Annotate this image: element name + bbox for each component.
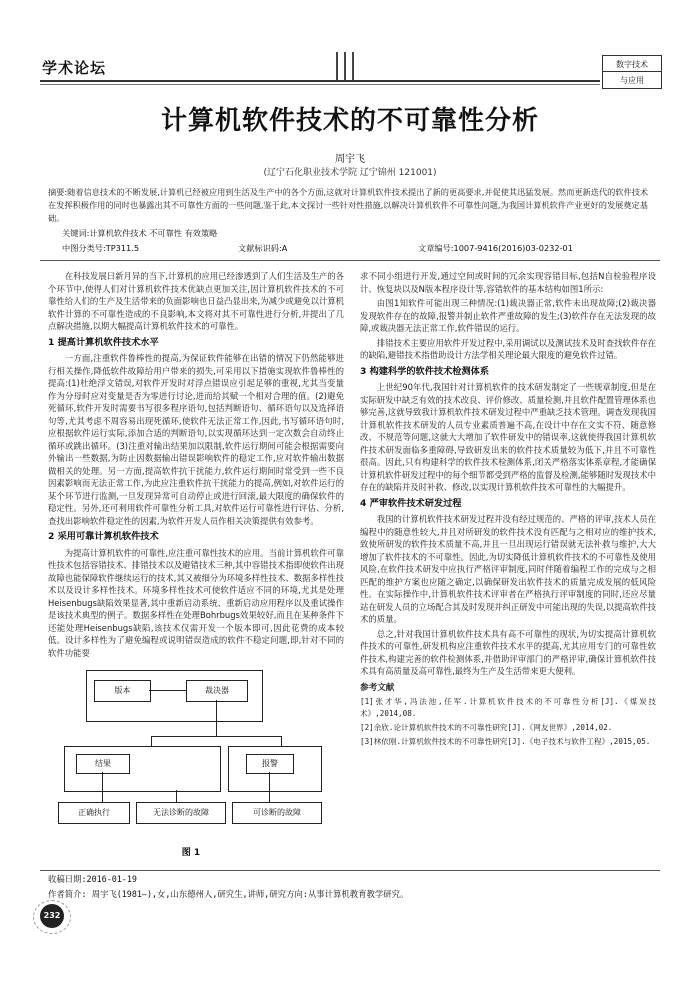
reference-2: [2]余欣.论计算机软件技术的不可靠性研究[J].《网友世界》,2014,02. — [360, 723, 613, 732]
connector-branch — [151, 736, 281, 737]
section-4-paragraph: 我国的计算机软件技术研发过程并没有经过规范的、严格的评审,技术人员在编程中的随意性较大,并且对所研发的软件技术没有匹配与之相对应的维护技术,致使所研发的软件技术质量不高,并且一旦出现运行错误就无法补救与维护,大大增加了软件技术的不可靠性。因此,为切实降低计算机软件技术的不可靠性及使用风险,在软件技术研发中应执行严格评审制度,同时伴随着编程工作的完成与之相匹配的维护方案也应随之确定,以确保研发出软件技术的质量完成发展的低风险性。在实际操作中,计算机软件技术评审者在严格执行评审制度的同时,还应尽量站在研发人员的立场配合其及时发现并纠正研发中可能出现的失误,以提高软件技术的质量。 — [360, 514, 656, 624]
received-date: 收稿日期:2016-01-19 — [48, 874, 137, 884]
document-code: 文献标识码:A — [238, 243, 288, 253]
journal-logo-line1: 数字技术 — [616, 60, 648, 69]
left-column — [48, 270, 344, 662]
figure-caption: 图 1 — [181, 848, 201, 858]
reference-3: [3]林依刚.计算机软件技术的不可靠性研究[J].《电子技术与软件工程》,2015,05. — [360, 737, 651, 746]
references-title: 参考文献 — [360, 682, 395, 693]
article-title: 计算机软件技术的不可靠性分析 — [160, 106, 539, 136]
article-number: 文章编号:1007-9416(2016)03-0232-01 — [418, 243, 573, 253]
version-box: 版本 — [94, 680, 151, 702]
connector-undiag — [176, 790, 177, 802]
section-heading-1: 1 提高计算机软件技术水平 — [48, 336, 159, 348]
right-column — [360, 270, 656, 866]
conclusion-paragraph: 总之,针对我国计算机软件技术具有高不可靠性的现状,为切实提高计算机软件技术的可靠性,研发机构应注重软件技术水平的提高,尤其应用专门的可靠性软件技术,构建完善的软件检测体系,并借助评审部门的严格评审,确保计算机软件技术具有高质量及高可靠性,最终为生产及生活带来更大便利。 — [360, 628, 656, 676]
header-rule-thin — [40, 84, 600, 85]
debug-technique-paragraph: 排错技术主要应用软件开发过程中,采用调试以及测试技术及时查找软件存在的缺陷,避错技术指借助设计方法学相关理论最大限度的避免软件过错。 — [360, 337, 656, 360]
section-2-paragraph: 为提高计算机软件的可靠性,应注重可靠性技术的应用。当前计算机软件可靠性技术包括容错技术、排错技术以及避错技术三种,其中容错技术指即使软件出现故障也能保障软件继续运行的技术,其又被细分为环境多样性技术、数据多样性技术以及设计多样性技术。环境多样性技术可使软件适应不同的环境,尤其是处理Heisenbugs缺陷效果显著,其中重新启动系统、重新启动应用程序以及重试操作是该技术典型的例子。数据多样性在处理Bohrbugs效果较好,而且在某种条件下还能处理Heisenbugs缺陷,该技术仅需开发一个版本即可,因此花费的成本较低。设计多样性为了避免编程或说明错误造成的软件不稳定问题,即,针对不同的软件功能要 — [48, 547, 344, 658]
connector-correct — [102, 772, 103, 802]
section-1-paragraph: 一方面,注重软件鲁棒性的提高,为保证软件能够在出错的情况下仍然能够进行相关操作,降低软件故障给用户带来的损失,可采用以下措施实现软件鲁棒性的提高:(1)杜绝浮文错误,对软件开发时对浮点错误应引起足够的重视,尤其当变量作为分母时应对变量是否为零进行讨论,进而给其赋一个相对合理的值。(2)避免死循环,软件开发时需要书写很多程序语句,包括判断语句、循环语句以及选择语句等,尤其考虑不周容易出现死循环,使软件无法正常工作,因此,书写循环语句时,应根据软件运行实际,添加合适的判断语句,以实现循环达到一定次数会自动终止循环或跳出循环。(3)注重对输出结果加以限制,软件运行期间可能会根据需要向外输出一些数据,为防止因数据输出错误影响软件的稳定工作,应对软件输出数据做相关的处理。另一方面,提高软件抗干扰能力,软件运行期间时常受到一些不良因素影响而无法正常工作,为此应注重软件抗干扰能力的提高,例如,对软件运行的某个环节进行监测,一旦发现异常可自动停止或进行回滚,最大限度的确保软件的稳定性。另外,还可利用软件可靠性分析工具,对软件运行可靠性进行评估、分析,查找出影响软件稳定性的因素,为软件开发人员作相关决策提供有效参考。 — [48, 353, 344, 526]
header-decoration — [330, 52, 370, 82]
result-box: 结果 — [76, 754, 130, 774]
connector-diag — [269, 772, 270, 802]
intro-paragraph: 在科技发展日新月异的当下,计算机的应用已经渗透到了人们生活及生产的各个环节中,使得人们对计算机软件技术优缺点更加关注,因计算机软件技术的不可靠性给人们的生产及生活带来的负面影响也日益凸显出来,为减少或避免以计算机软件计算的不可靠性造成的不良影响,本文将对其不可靠性进行分析,并提出了几点解决措施,以期大幅提高计算机软件技术的可靠性。 — [48, 271, 344, 331]
author-affiliation: (辽宁石化职业技术学院 辽宁锦州 121001) — [263, 168, 437, 178]
connector-left — [151, 736, 152, 746]
author-name: 周宇飞 — [335, 154, 365, 165]
figure-explanation: 由图1知软件可能出现三种情况:(1)裁决器正常,软件未出现故障;(2)裁决器发现软件存在的故障,报警并制止软件严重故障的发生;(3)软件存在无法发现的故障,或裁决器无法正常工作,软件错误的运行。 — [360, 298, 656, 333]
footer-rule — [40, 870, 660, 871]
author-bio: 作者简介: 周宇飞(1981—),女,山东德州人,研究生,讲师,研究方向:从事计算机教育教学研究。 — [48, 889, 409, 899]
arbiter-box: 裁决器 — [186, 680, 248, 702]
clc-number: 中图分类号:TP311.5 — [62, 243, 140, 253]
connector-arbiter — [216, 700, 217, 736]
continued-paragraph: 求不同小组进行开发,通过空间或时间的冗余实现容错目标,包括N自检验程序设计、恢复块以及N版本程序设计等,容错软件的基本结构如图1所示: — [360, 271, 656, 294]
section-title: 学术论坛 — [42, 59, 107, 77]
alarm-box: 报警 — [246, 754, 294, 774]
undiagnosable-fault-box: 无法诊断的故障 — [136, 802, 226, 824]
section-heading-2: 2 采用可靠计算机软件技术 — [48, 531, 159, 542]
header-rule — [40, 80, 600, 82]
section-heading-4: 4 严审软件技术研发过程 — [360, 497, 462, 509]
journal-logo-line2: 与应用 — [620, 76, 644, 85]
correct-execution-box: 正确执行 — [58, 802, 130, 824]
title-divider — [40, 260, 660, 261]
reference-1: [1]张才华,冯法池,任军.计算机软件技术的不可靠性分析[J].《煤炭技术》,2014,08. — [360, 697, 656, 718]
diagnosable-fault-box: 可诊断的故障 — [232, 802, 322, 824]
connector-right — [281, 736, 282, 746]
section-3-paragraph: 上世纪90年代,我国针对计算机软件的技术研发制定了一些规章制度,但是在实际研发中缺乏有效的技术改良、评价修改、质量检测,并且软件配置管理体系也够完善,这就导致我计算机软件技术研发过程中严重缺乏技术管理。调查发现我国计算机软件技术研发的人员专业素质普遍不高,在设计中存在文实不符、随意修改、不规范等问题,这就大大增加了软件研发中的错误率,这就使得我国计算机软件技术研发面临多重障碍,导致研发出来的软件技术质量较为低下,并且不可靠性很高。因此,只有构建科学的软件技术检测体系,闭关严格落实体系章程,才能确保计算机软件研发过程中的每个细节都受到严格的监督及检测,能够随时发现技术中存在的缺陷并及时补救、修改,以实现计算机软件技术可靠性的大幅提升。 — [360, 382, 656, 492]
arrow-version-arbiter — [149, 690, 186, 691]
abstract: 摘要:随着信息技术的不断发展,计算机已经被应用到生活及生产中的各个方面,这就对计算机软件技术提出了新的更高要求,并促使其迅猛发展。然而更新迭代的软件技术在发挥积极作用的同时也暴露出其不可靠性方面的一些问题,鉴于此,本文探讨一些针对性措施,以解决计算机软件不可靠性问题,为我国计算机软件产业更好的发展奠定基础。 — [48, 187, 649, 223]
keywords: 关键词:计算机软件技术 不可靠性 有效策略 — [62, 228, 218, 238]
journal-logo — [602, 55, 662, 89]
page-number: 232 — [40, 904, 64, 928]
section-heading-3: 3 构建科学的软件技术检测体系 — [360, 365, 490, 377]
figure-1-diagram — [56, 668, 326, 843]
